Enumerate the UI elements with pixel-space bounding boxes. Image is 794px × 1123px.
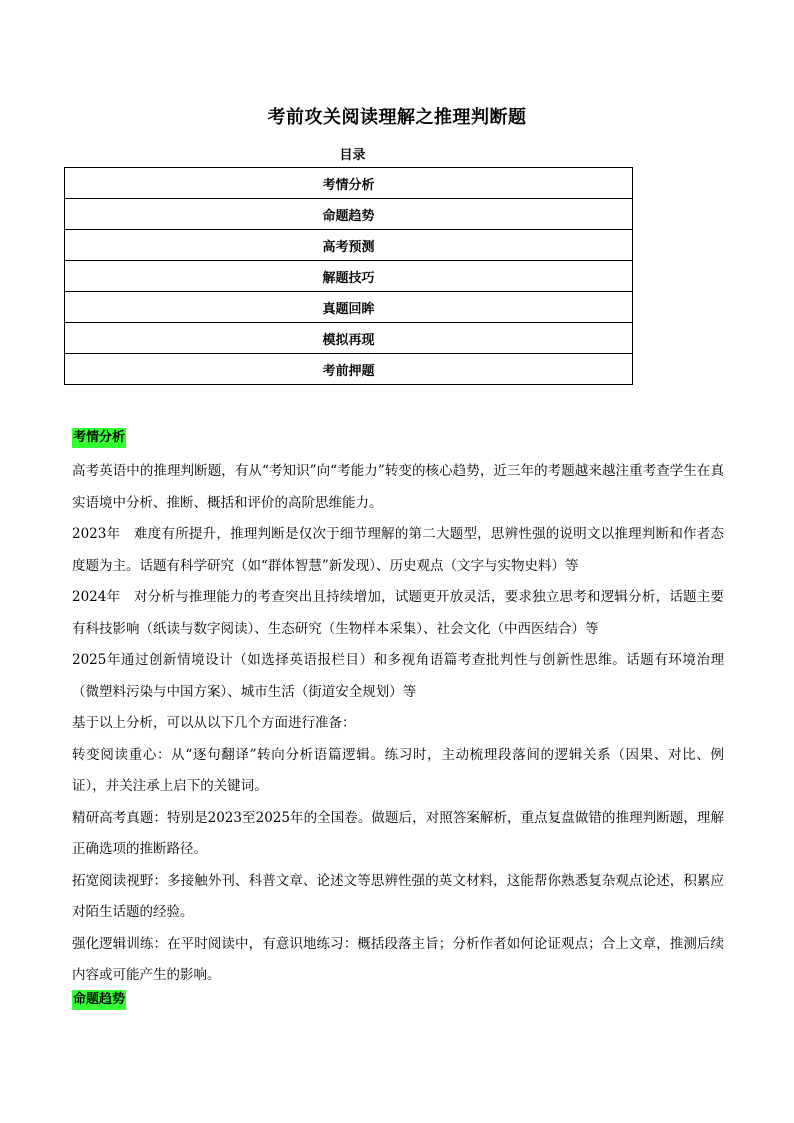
- toc-heading: 目录: [339, 148, 366, 163]
- toc-row[interactable]: [65, 323, 633, 354]
- section-tag-trend: 命题趋势: [72, 990, 126, 1010]
- paragraph: 高考英语中的推理判断题，有从“考知识”向“考能力”转变的核心趋势，近三年的考题越来越注重考查学生在真实语境中分析、推断、概括和评价的高阶思维能力。: [72, 463, 724, 511]
- toc-item[interactable]: 考情分析: [65, 168, 633, 199]
- document-title: 考前攻关阅读理解之推理判断题: [267, 107, 527, 128]
- paragraph: 2025年通过创新情境设计（如选择英语报栏目）和多视角语篇考查批判性与创新性思维。话题有环境治理（微塑料污染与中国方案）、城市生活（街道安全规划）等: [72, 652, 724, 700]
- paragraph: 基于以上分析，可以从以下几个方面进行准备：: [72, 715, 356, 731]
- paragraph: 拓宽阅读视野：多接触外刊、科普文章、论述文等思辨性强的英文材料，这能帮你熟悉复杂观点论述，积累应对陌生话题的经验。: [72, 872, 724, 920]
- toc-row[interactable]: [65, 168, 633, 199]
- toc-item[interactable]: 解题技巧: [65, 261, 633, 292]
- toc-row[interactable]: [65, 199, 633, 230]
- paragraph: 2023年 难度有所提升，推理判断是仅次于细节理解的第二大题型，思辨性强的说明文以推理判断和作者态度题为主。话题有科学研究（如“群体智慧”新发现）、历史观点（文字与实物史料）等: [72, 526, 724, 574]
- analysis-body: [72, 456, 724, 992]
- toc-item[interactable]: 真题回眸: [65, 292, 633, 323]
- toc-table: [64, 167, 633, 385]
- paragraph: 精研高考真题：特别是2023至2025年的全国卷。做题后，对照答案解析，重点复盘做错的推理判断题，理解正确选项的推断路径。: [72, 809, 724, 857]
- toc-item[interactable]: 考前押题: [65, 354, 633, 385]
- paragraph: 强化逻辑训练：在平时阅读中，有意识地练习：概括段落主旨；分析作者如何论证观点；合上文章，推测后续内容或可能产生的影响。: [72, 935, 724, 983]
- toc-row[interactable]: [65, 292, 633, 323]
- toc-item[interactable]: 命题趋势: [65, 199, 633, 230]
- toc-row[interactable]: [65, 261, 633, 292]
- section-tag-analysis: 考情分析: [72, 428, 126, 448]
- paragraph: 2024年 对分析与推理能力的考查突出且持续增加，试题更开放灵活，要求独立思考和逻辑分析，话题主要有科技影响（纸读与数字阅读）、生态研究（生物样本采集）、社会文化（中西医结合）等: [72, 589, 724, 637]
- toc-row[interactable]: [65, 354, 633, 385]
- toc-item[interactable]: 高考预测: [65, 230, 633, 261]
- paragraph: 转变阅读重心：从“逐句翻译”转向分析语篇逻辑。练习时，主动梳理段落间的逻辑关系（因果、对比、例证），并关注承上启下的关键词。: [72, 746, 724, 794]
- toc-item[interactable]: 模拟再现: [65, 323, 633, 354]
- toc-row[interactable]: [65, 230, 633, 261]
